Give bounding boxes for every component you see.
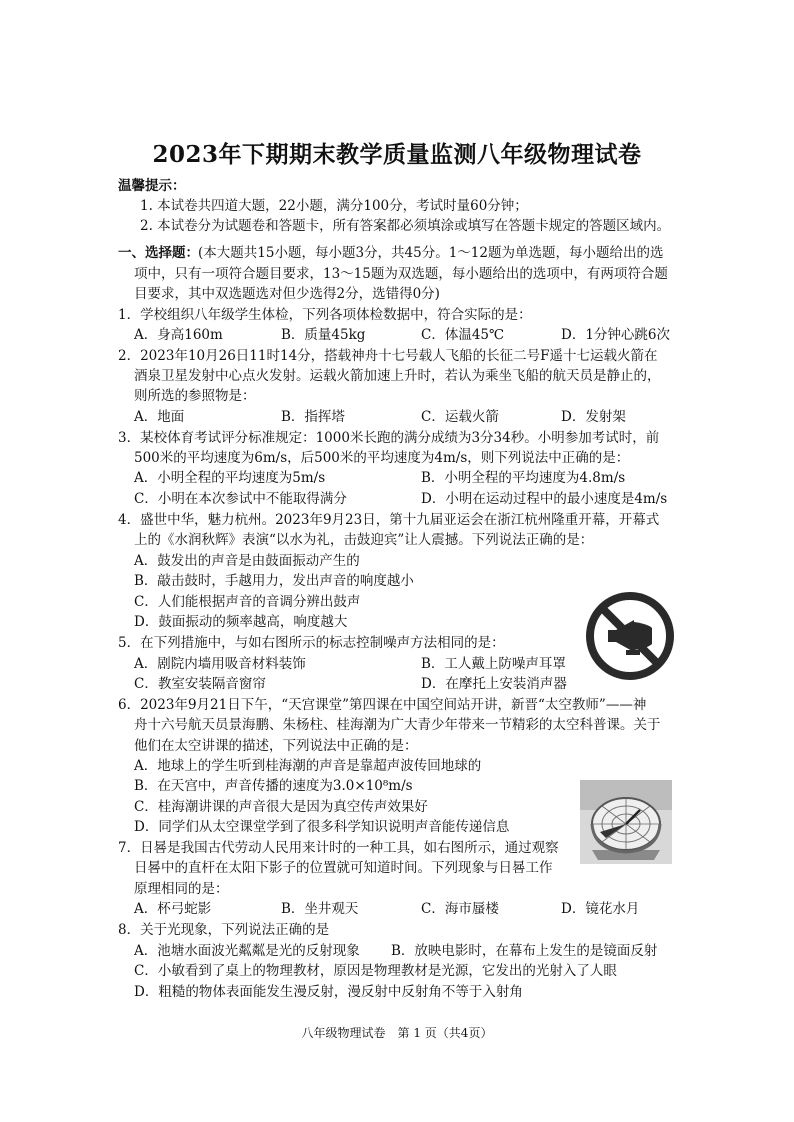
option: A．杯弓蛇影: [134, 901, 212, 917]
question-stem: 日晷中的直杆在太阳下影子的位置就可知道时间。下列现象与日晷工作: [134, 860, 553, 876]
section-desc: 项中，只有一项符合题目要求，13～15题为双选题，每小题给出的选项中，有两项符合题: [134, 266, 668, 282]
option: D．同学们从太空课堂学到了很多科学知识说明声音能传递信息: [134, 819, 510, 835]
option: C．小敏看到了桌上的物理教材，原因是物理教材是光源，它发出的光射入了人眼: [134, 963, 617, 979]
hint-label: 温馨提示：: [118, 178, 186, 194]
question-stem: 原理相同的是：: [134, 881, 229, 897]
no-horn-sign-icon: [586, 592, 674, 680]
section-heading: 一、选择题：: [118, 245, 199, 261]
question-stem: 3．某校体育考试评分标准规定：1000米长跑的满分成绩为3分34秒。小明参加考试时，前: [118, 430, 660, 446]
question-stem: 则所选的参照物是：: [134, 388, 256, 404]
option: D．鼓面振动的频率越高，响度越大: [134, 614, 348, 630]
option: D．1分钟心跳6次: [561, 327, 671, 343]
question-stem: 他们在太空讲课的描述，下列说法中正确的是：: [134, 738, 418, 754]
page-footer: 八年级物理试卷 第 1 页（共4页）: [301, 1026, 493, 1040]
option: A．池塘水面波光粼粼是光的反射现象: [134, 943, 360, 959]
question-stem: 酒泉卫星发射中心点火发射。运载火箭加速上升时，若认为乘坐飞船的航天员是静止的，: [134, 368, 661, 384]
option: B．在天宫中，声音传播的速度为3.0×10⁸m/s: [134, 778, 413, 794]
question-stem: 500米的平均速度为6m/s，后500米的平均速度为4m/s，则下列说法中正确的是：: [134, 450, 630, 466]
section-desc: 目要求，其中双选题选对但少选得2分，选错得0分): [134, 286, 440, 302]
option: D．粗糙的物体表面能发生漫反射，漫反射中反射角不等于入射角: [134, 984, 523, 1000]
option: D．发射架: [561, 409, 626, 425]
question-stem: 1．学校组织八年级学生体检，下列各项体检数据中，符合实际的是：: [118, 307, 532, 323]
option: C．小明在本次参试中不能取得满分: [134, 491, 347, 507]
option: D．镜花水月: [561, 901, 640, 917]
question-stem: 8．关于光现象，下列说法正确的是: [118, 922, 330, 938]
question-stem: 上的《水润秋辉》表演“以水为礼，击鼓迎宾”让人震撼。下列说法正确的是：: [134, 532, 594, 548]
question-stem: 4．盛世中华，魅力杭州。2023年9月23日，第十九届亚运会在浙江杭州隆重开幕，开幕式: [118, 512, 660, 528]
option: C．人们能根据声音的音调分辨出鼓声: [134, 594, 361, 610]
question-stem: 舟十六号航天员景海鹏、朱杨柱、桂海潮为广大青少年带来一节精彩的太空科普课。关于: [134, 717, 661, 733]
option: B．质量45kg: [281, 327, 366, 343]
option: D．在摩托上安装消声器: [421, 676, 567, 692]
page-title: 2023年下期期末教学质量监测八年级物理试卷: [152, 141, 642, 168]
option: C．海市蜃楼: [421, 901, 499, 917]
section-desc: (本大题共15小题，每小题3分，共45分。1～12题为单选题，每小题给出的选: [198, 245, 664, 261]
option: B．坐井观天: [281, 901, 359, 917]
question-stem: 6．2023年9月21日下午，“天宫课堂”第四课在中国空间站开讲，新晋“太空教师”——神: [118, 697, 647, 713]
option: A．剧院内墙用吸音材料装饰: [134, 656, 306, 672]
option: A．小明全程的平均速度为5m/s: [134, 470, 326, 486]
option: A．地面: [134, 409, 185, 425]
option: B．小明全程的平均速度为4.8m/s: [421, 470, 626, 486]
option: B．工人戴上防噪声耳罩: [421, 656, 566, 672]
option: B．指挥塔: [281, 409, 345, 425]
option: A．鼓发出的声音是由鼓面振动产生的: [134, 553, 360, 569]
option: C．教室安装隔音窗帘: [134, 676, 266, 692]
option: B．放映电影时，在幕布上发生的是镜面反射: [391, 943, 658, 959]
option: D．小明在运动过程中的最小速度是4m/s: [421, 491, 668, 507]
option: B．敲击鼓时，手越用力，发出声音的响度越小: [134, 573, 414, 589]
option: C．运载火箭: [421, 409, 499, 425]
hint-item: 2. 本试卷分为试题卷和答题卡，所有答案都必须填涂或填写在答题卡规定的答题区域内。: [140, 218, 671, 234]
option: C．体温45℃: [421, 327, 505, 343]
hint-item: 1. 本试卷共四道大题，22小题，满分100分，考试时量60分钟；: [140, 198, 528, 214]
sundial-photo: [580, 780, 672, 864]
question-stem: 5．在下列措施中，与如右图所示的标志控制噪声方法相同的是：: [118, 635, 505, 651]
option: A．身高160m: [134, 327, 223, 343]
question-stem: 2．2023年10月26日11时14分，搭载神舟十七号载人飞船的长征二号F遥十七运载火箭在: [118, 348, 658, 364]
option: C．桂海潮讲课的声音很大是因为真空传声效果好: [134, 799, 428, 815]
option: A．地球上的学生听到桂海潮的声音是靠超声波传回地球的: [134, 758, 482, 774]
question-stem: 7．日晷是我国古代劳动人民用来计时的一种工具，如右图所示，通过观察: [118, 840, 559, 856]
